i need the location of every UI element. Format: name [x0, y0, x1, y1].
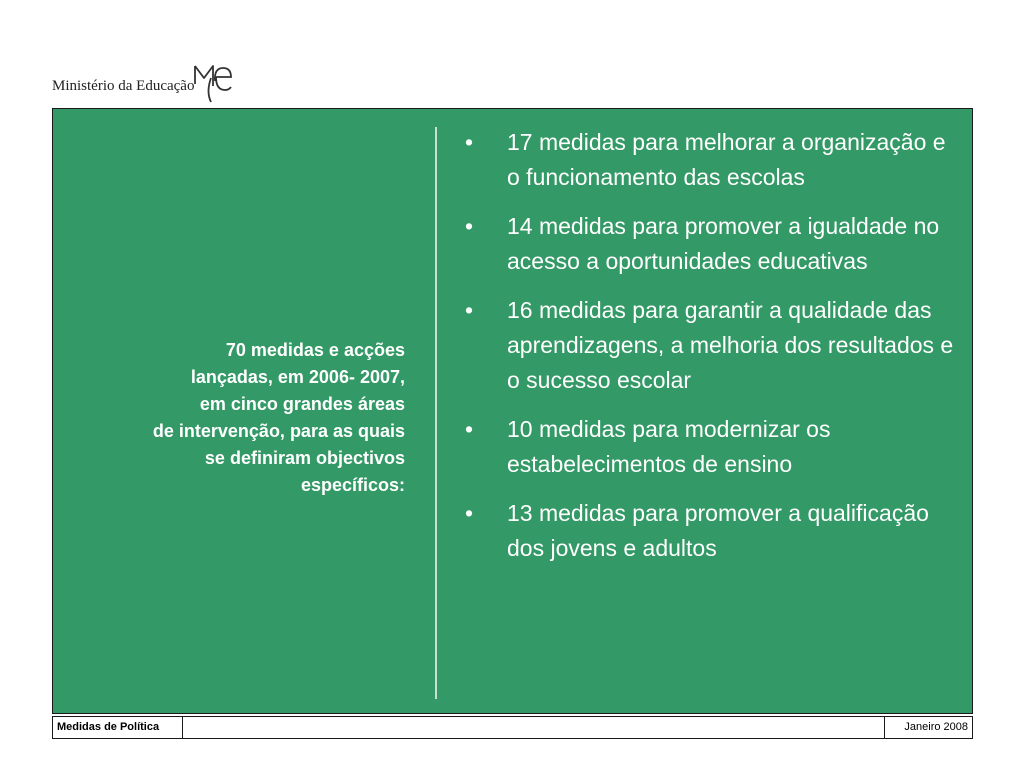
footer-bar — [52, 716, 973, 739]
measure-text: 14 medidas para promover a igualdade no acesso a oportunidades educativas — [507, 213, 940, 274]
ministry-logo — [52, 58, 252, 104]
bullet-icon: • — [465, 129, 474, 155]
measure-text: 13 medidas para promover a qualificação dos jovens e adultos — [507, 500, 929, 561]
list-item — [453, 293, 963, 398]
intro-line: se definiram objectivos — [204, 448, 405, 468]
measure-text: 17 medidas para melhorar a organização e o funcionamento das escolas — [507, 129, 946, 190]
list-item — [453, 209, 963, 279]
intro-line: de intervenção, para as quais — [152, 421, 405, 441]
bullet-icon: • — [465, 297, 474, 323]
vertical-divider — [435, 127, 437, 699]
bullet-icon: • — [465, 416, 474, 442]
intro-text — [83, 337, 405, 499]
list-item — [453, 496, 963, 566]
measure-text: 16 medidas para garantir a qualidade das aprendizagens, a melhoria dos resultados e o sucesso escolar — [507, 297, 954, 393]
measures-list — [453, 125, 963, 566]
footer-section-label: Medidas de Política — [53, 717, 183, 738]
content-panel — [52, 108, 973, 714]
intro-line: 70 medidas e acções — [225, 340, 405, 360]
ministry-name: Ministério da Educação — [52, 78, 195, 94]
footer-date: Janeiro 2008 — [884, 717, 972, 738]
measure-text: 10 medidas para modernizar os estabelecimentos de ensino — [507, 416, 831, 477]
intro-line: específicos: — [300, 475, 405, 495]
list-item — [453, 412, 963, 482]
list-item — [453, 125, 963, 195]
bullet-icon: • — [465, 500, 474, 526]
intro-line: lançadas, em 2006- 2007, — [190, 367, 405, 387]
bullet-icon: • — [465, 213, 474, 239]
intro-line: em cinco grandes áreas — [199, 394, 405, 414]
me-monogram-icon — [192, 58, 236, 104]
